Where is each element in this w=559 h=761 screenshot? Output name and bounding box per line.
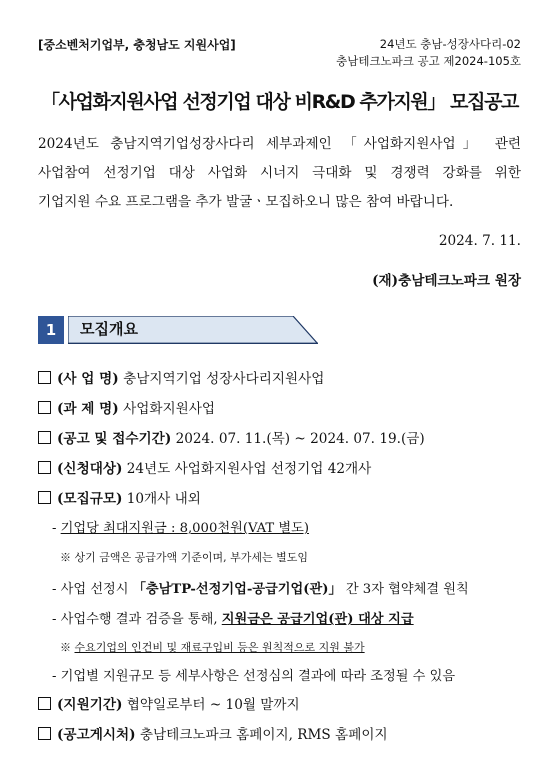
- issuer-name: (재)충남테크노파크 원장: [372, 273, 521, 289]
- item-task-name: [38, 397, 215, 417]
- item-value: 충남테크노파크 홈페이지, RMS 홈페이지: [139, 727, 388, 743]
- checkbox-icon: [38, 371, 51, 384]
- item-key: (공고 및 접수기간): [57, 431, 172, 447]
- item-target: [38, 457, 371, 477]
- detail-text: - 사업수행 결과 검증을 통해,: [52, 612, 222, 627]
- intro-line: 2024년도 충남지역기업성장사다리 세부과제인 「사업화지원사업」 관련: [38, 136, 521, 152]
- header-doc-code: 24년도 충남-성장사다리-02: [379, 37, 521, 51]
- header-program-label: [중소벤처기업부, 충청남도 지원사업]: [38, 38, 236, 52]
- note-prefix: ※: [60, 641, 75, 654]
- detail-agreement: [52, 578, 469, 597]
- detail-emphasis: 「충남TP-선정기업-공급기업(관)」: [132, 582, 342, 597]
- checkbox-icon: [38, 431, 51, 444]
- intro-paragraph: [38, 130, 521, 217]
- intro-line: 기업지원 수요 프로그램을 추가 발굴ㆍ모집하오니 많은 참여 바랍니다.: [38, 194, 454, 210]
- item-key: (공고게시처): [57, 727, 136, 743]
- notice-date: 2024. 7. 11.: [438, 233, 521, 249]
- detail-emphasis: 지원금은 공급기업(관) 대상 지급: [221, 612, 414, 627]
- checkbox-icon: [38, 461, 51, 474]
- item-support-period: [38, 693, 300, 713]
- section-label: 모집개요: [80, 320, 138, 338]
- page-title: 「사업화지원사업 선정기업 대상 비R&D 추가지원」 모집공고: [40, 91, 519, 113]
- checkbox-icon: [38, 401, 51, 414]
- item-key: (신청대상): [57, 461, 123, 477]
- note-text: 수요기업의 인건비 및 재료구입비 등은 원칙적으로 지원 불가: [74, 641, 365, 654]
- checkbox-icon: [38, 727, 51, 740]
- item-key: (사 업 명): [57, 371, 119, 387]
- item-key: (지원기간): [57, 697, 123, 713]
- detail-text: - 사업 선정시: [52, 582, 133, 597]
- note-vat: ※ 상기 금액은 공급가액 기준이며, 부가세는 별도임: [60, 551, 308, 564]
- detail-prefix: -: [52, 521, 61, 536]
- item-posting: [38, 723, 388, 743]
- intro-line: 사업참여 선정기업 대상 사업화 시너지 극대화 및 경쟁력 강화를 위한: [38, 165, 521, 181]
- section-heading: [38, 316, 318, 344]
- detail-adjustment: - 기업별 지원규모 등 세부사항은 선정심의 결과에 따라 조정될 수 있음: [52, 669, 456, 684]
- item-scale: [38, 487, 201, 507]
- item-period: [38, 427, 425, 447]
- header-notice-number: 충남테크노파크 공고 제2024-105호: [336, 54, 521, 68]
- item-value: 24년도 사업화지원사업 선정기업 42개사: [126, 461, 372, 477]
- item-value: 10개사 내외: [126, 491, 201, 507]
- detail-max-grant: [52, 517, 309, 536]
- item-value: 충남지역기업 성장사다리지원사업: [123, 371, 325, 387]
- item-project-name: [38, 367, 324, 387]
- detail-payment: [52, 608, 414, 627]
- section-number: 1: [38, 316, 64, 344]
- item-value: 사업화지원사업: [123, 401, 215, 417]
- item-key: (모집규모): [57, 491, 123, 507]
- note-exclusions: [60, 639, 365, 655]
- detail-text: 간 3자 협약체결 원칙: [341, 582, 469, 597]
- item-value: 2024. 07. 11.(목) ~ 2024. 07. 19.(금): [175, 431, 425, 447]
- item-key: (과 제 명): [57, 401, 119, 417]
- checkbox-icon: [38, 697, 51, 710]
- item-value: 협약일로부터 ~ 10월 말까지: [126, 697, 300, 713]
- detail-text: 기업당 최대지원금 : 8,000천원(VAT 별도): [60, 521, 310, 536]
- checkbox-icon: [38, 491, 51, 504]
